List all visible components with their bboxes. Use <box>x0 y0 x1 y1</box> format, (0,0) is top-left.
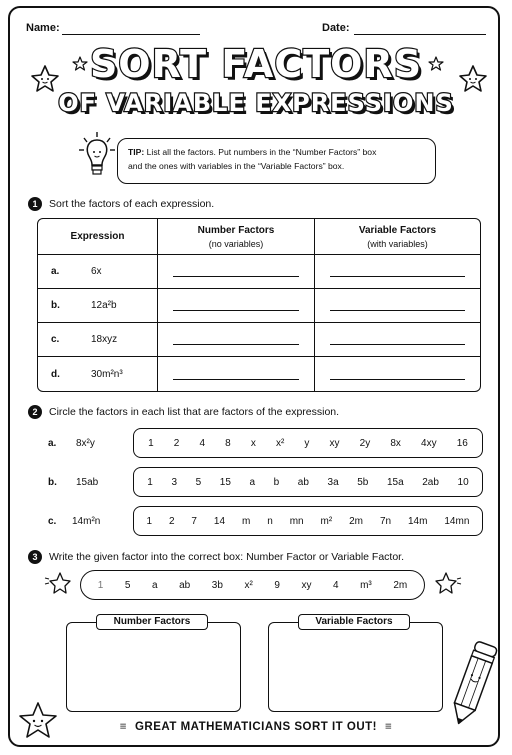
row-label: d. <box>51 368 60 380</box>
factor-option[interactable]: x <box>250 437 256 449</box>
factor-option[interactable]: ab <box>297 476 309 488</box>
factor-option[interactable]: 2m <box>349 515 364 527</box>
factor-item[interactable]: xy <box>301 579 312 591</box>
factor-item[interactable]: 4 <box>332 579 339 591</box>
variable-factors-answer[interactable] <box>330 300 465 311</box>
factor-option[interactable]: 4xy <box>421 437 437 449</box>
tip-text-1: List all the factors. Put numbers in the “Number Factors” box <box>146 147 377 157</box>
row-expression: 30m²n³ <box>91 368 123 380</box>
section1-number: 1 <box>28 197 42 211</box>
title-line2: OF VARIABLE EXPRESSIONS <box>58 89 454 117</box>
factor-option[interactable]: 10 <box>457 476 469 488</box>
variable-factors-answer[interactable] <box>330 266 465 277</box>
star-face-icon <box>16 700 60 740</box>
variable-factors-label: Variable Factors <box>298 614 410 630</box>
factor-list-c <box>133 506 483 536</box>
number-factors-answer[interactable] <box>173 266 299 277</box>
row-expression: 8x²y <box>76 438 95 449</box>
table-row <box>38 357 480 391</box>
factor-option[interactable]: m² <box>320 515 333 527</box>
sparkle-lines-icon: ≡ <box>385 721 393 733</box>
row-label: a. <box>48 438 57 449</box>
star-sparkle-icon <box>44 570 74 596</box>
factor-option[interactable]: 4 <box>199 437 205 449</box>
table-row <box>38 255 480 289</box>
factor-option[interactable]: 8x <box>390 437 401 449</box>
row-expression: 12a²b <box>91 300 117 311</box>
table-row <box>38 289 480 323</box>
number-factors-box[interactable] <box>66 622 241 712</box>
factor-option[interactable]: 2 <box>168 515 175 527</box>
factor-option[interactable]: 14mn <box>444 515 470 527</box>
variable-factors-answer[interactable] <box>330 369 465 380</box>
tip-label: TIP: <box>128 147 145 157</box>
factor-item[interactable]: 2m <box>393 579 408 591</box>
factor-item[interactable]: 3b <box>211 579 223 591</box>
factor-option[interactable]: 15 <box>219 476 231 488</box>
row-label: a. <box>51 266 60 277</box>
row-expression: 15ab <box>76 477 99 488</box>
variable-factors-box[interactable] <box>268 622 443 712</box>
col-number-factors: Number Factors (no variables) <box>158 219 315 255</box>
footer-banner <box>0 721 512 733</box>
row-label: c. <box>48 516 57 527</box>
factor-option[interactable]: 3 <box>171 476 178 488</box>
tip-text-2: and the ones with variables in the “Variable Factors” box. <box>128 161 345 171</box>
variable-factors-answer[interactable] <box>330 334 465 345</box>
factor-bank <box>80 570 425 600</box>
number-factors-answer[interactable] <box>173 300 299 311</box>
factor-option[interactable]: 3a <box>327 476 339 488</box>
factor-option[interactable]: 14 <box>213 515 226 527</box>
row-label: b. <box>51 300 60 311</box>
factor-item[interactable]: ab <box>179 579 191 591</box>
tip-box <box>117 138 436 184</box>
row-expression: 14m²n <box>72 516 101 527</box>
factor-item[interactable]: m³ <box>360 579 372 591</box>
factor-option[interactable]: x² <box>275 437 285 449</box>
lightbulb-icon <box>78 130 116 182</box>
factor-option[interactable]: 7 <box>191 515 197 527</box>
footer-text: GREAT MATHEMATICIANS SORT IT OUT! <box>134 721 377 733</box>
factor-option[interactable]: 1 <box>148 437 154 449</box>
factor-option[interactable]: 1 <box>147 476 153 488</box>
factor-item[interactable]: x² <box>244 579 253 591</box>
pencil-icon <box>446 636 500 732</box>
factor-option[interactable]: n <box>267 515 273 527</box>
star-sparkle-icon <box>432 570 462 596</box>
name-label: Name: <box>26 22 60 34</box>
factor-option[interactable]: 8 <box>225 437 231 449</box>
factor-option[interactable]: 15a <box>386 476 404 488</box>
factor-option[interactable]: 1 <box>146 515 153 527</box>
name-field[interactable] <box>62 22 200 35</box>
factor-option[interactable]: 7n <box>379 515 392 527</box>
date-label: Date: <box>322 22 350 34</box>
factor-option[interactable]: 14m <box>408 515 428 527</box>
row-expression: 18xyz <box>91 334 118 345</box>
sparkle-lines-icon: ≡ <box>119 721 127 733</box>
factor-option[interactable]: m <box>241 515 251 527</box>
factor-item[interactable]: 9 <box>274 579 280 591</box>
factor-option[interactable]: 2y <box>359 437 371 449</box>
section2-number: 2 <box>28 405 42 419</box>
factor-option[interactable]: 2ab <box>422 476 439 488</box>
number-factors-answer[interactable] <box>173 369 299 380</box>
factor-item[interactable]: 5 <box>124 579 131 591</box>
number-factors-label: Number Factors <box>96 614 208 630</box>
factor-option[interactable]: 5b <box>357 476 369 488</box>
row-expression: 6x <box>91 266 102 277</box>
col-expression: Expression <box>38 219 158 255</box>
section1-title: Sort the factors of each expression. <box>49 198 215 210</box>
factor-item[interactable]: a <box>151 579 158 591</box>
factor-option[interactable]: 2 <box>173 437 180 449</box>
section3-number: 3 <box>28 550 42 564</box>
factor-option[interactable]: 16 <box>456 437 468 449</box>
row-label: b. <box>48 477 57 488</box>
factor-item[interactable]: 1 <box>97 579 104 591</box>
number-factors-answer[interactable] <box>173 334 299 345</box>
factor-option[interactable]: b <box>273 476 280 488</box>
section3-title: Write the given factor into the correct box: Number Factor or Variable Factor. <box>49 551 405 563</box>
row-label: c. <box>51 334 60 345</box>
factor-option[interactable]: a <box>249 476 256 488</box>
factor-list-a <box>133 428 483 458</box>
factor-option[interactable]: xy <box>329 437 340 449</box>
title-line1: SORT FACTORS <box>89 42 423 86</box>
col-variable-factors: Variable Factors (with variables) <box>315 219 480 255</box>
section2-title: Circle the factors in each list that are factors of the expression. <box>49 406 340 418</box>
factor-option[interactable]: 5 <box>195 476 202 488</box>
factor-option[interactable]: mn <box>289 515 304 527</box>
table-row <box>38 323 480 357</box>
factor-list-b <box>133 467 483 497</box>
factor-option[interactable]: y <box>304 437 310 449</box>
factor-table <box>37 218 481 392</box>
date-field[interactable] <box>354 22 486 35</box>
